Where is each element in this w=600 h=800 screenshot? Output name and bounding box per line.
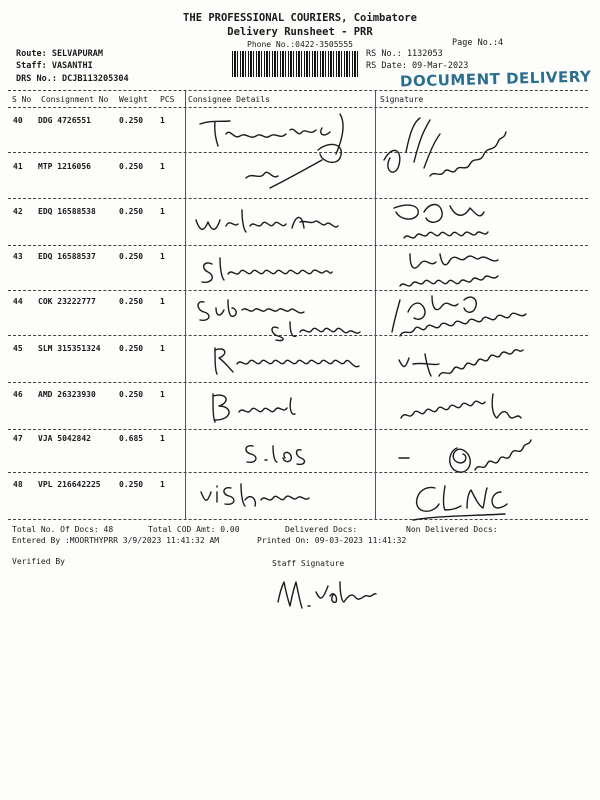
- row-sno: 44: [13, 297, 23, 306]
- row-pcs: 1: [160, 390, 165, 399]
- handwritten-consignee-row40: [190, 110, 370, 200]
- document-title: THE PROFESSIONAL COURIERS, Coimbatore: [183, 12, 417, 24]
- row-consignment: MTP 1216056: [38, 162, 91, 171]
- row-pcs: 1: [160, 297, 165, 306]
- handwritten-phone-row44: [380, 292, 550, 340]
- signature-column-rule: [375, 90, 376, 519]
- handwritten-consignee-row46: [205, 388, 375, 428]
- non-delivered-docs: Non Delivered Docs:: [406, 525, 498, 534]
- row-consignment: AMD 26323930: [38, 390, 96, 399]
- row-weight: 0.250: [119, 480, 144, 489]
- handwritten-consignee-row42: [190, 200, 370, 245]
- row-sno: 42: [13, 207, 23, 216]
- row-pcs: 1: [160, 434, 165, 443]
- handwritten-phone-row47: [395, 432, 535, 480]
- rs-date: RS Date: 09-Mar-2023: [366, 61, 469, 71]
- handwritten-phone-row46: [395, 388, 535, 428]
- handwritten-phone-row40: [380, 112, 510, 192]
- table-top-rule: [8, 90, 588, 91]
- row-sno: 48: [13, 480, 23, 489]
- handwritten-phone-row45: [395, 340, 535, 384]
- col-weight: Weight: [119, 95, 148, 104]
- document-delivery-stamp: DOCUMENT DELIVERY: [399, 67, 592, 91]
- route-label: Route: SELVAPURAM: [16, 49, 103, 59]
- handwritten-consignee-row47: [235, 440, 315, 470]
- staff-signature-label: Staff Signature: [272, 559, 345, 568]
- row-weight: 0.250: [119, 344, 144, 353]
- row-consignment: EDQ 16588538: [38, 207, 96, 216]
- phone-number: Phone No.:0422-3505555: [247, 40, 353, 49]
- col-pcs: PCS: [160, 95, 175, 104]
- row-pcs: 1: [160, 344, 165, 353]
- row-weight: 0.250: [119, 390, 144, 399]
- row-consignment: DDG 4726551: [38, 116, 91, 125]
- row-sno: 40: [13, 116, 23, 125]
- row-weight: 0.250: [119, 252, 144, 261]
- total-docs: Total No. Of Docs: 48: [12, 525, 114, 534]
- row-consignment: VJA 5042842: [38, 434, 91, 443]
- delivered-docs: Delivered Docs:: [285, 525, 358, 534]
- col-signature: Signature: [380, 95, 424, 104]
- handwritten-consignee-row45: [205, 340, 375, 384]
- row-weight: 0.250: [119, 297, 144, 306]
- row-consignment: COK 23222777: [38, 297, 96, 306]
- rs-number: RS No.: 1132053: [366, 49, 443, 59]
- row-weight: 0.250: [119, 162, 144, 171]
- row-weight: 0.250: [119, 207, 144, 216]
- handwritten-consignee-row48: [195, 478, 315, 514]
- handwritten-consignee-row44: [190, 292, 370, 342]
- col-consignment: Consignment No: [41, 95, 109, 104]
- row-divider: [8, 429, 588, 430]
- row-sno: 41: [13, 162, 23, 171]
- table-header-rule: [8, 107, 588, 108]
- row-sno: 46: [13, 390, 23, 399]
- consignee-column-rule: [185, 90, 186, 519]
- row-consignment: SLM 315351324: [38, 344, 101, 353]
- row-weight: 0.685: [119, 434, 144, 443]
- staff-label: Staff: VASANTHI: [16, 61, 93, 71]
- col-sno: S No: [12, 95, 32, 104]
- document-subtitle: Delivery Runsheet - PRR: [227, 26, 373, 38]
- row-pcs: 1: [160, 162, 165, 171]
- row-pcs: 1: [160, 480, 165, 489]
- drs-number: DRS No.: DCJB113205304: [16, 74, 129, 84]
- handwritten-consignee-row43: [190, 250, 370, 290]
- verified-by-label: Verified By: [12, 557, 65, 566]
- row-sno: 47: [13, 434, 23, 443]
- handwritten-phone-row42: [380, 198, 510, 248]
- row-weight: 0.250: [119, 116, 144, 125]
- col-consignee: Consignee Details: [188, 95, 270, 104]
- staff-signature-image: [270, 572, 380, 616]
- entered-by: Entered By :MOORTHYPRR 3/9/2023 11:41:32 AM: [12, 536, 220, 545]
- handwritten-signature-row48: [405, 478, 515, 522]
- row-pcs: 1: [160, 116, 165, 125]
- row-consignment: VPL 216642225: [38, 480, 101, 489]
- page-number: Page No.:4: [452, 38, 504, 48]
- row-sno: 45: [13, 344, 23, 353]
- row-pcs: 1: [160, 207, 165, 216]
- row-pcs: 1: [160, 252, 165, 261]
- row-consignment: EDQ 16588537: [38, 252, 96, 261]
- handwritten-phone-row43: [380, 248, 520, 292]
- barcode-image: [232, 51, 360, 77]
- total-cod: Total COD Amt: 0.00: [148, 525, 240, 534]
- printed-on: Printed On: 09-03-2023 11:41:32: [257, 536, 407, 545]
- row-sno: 43: [13, 252, 23, 261]
